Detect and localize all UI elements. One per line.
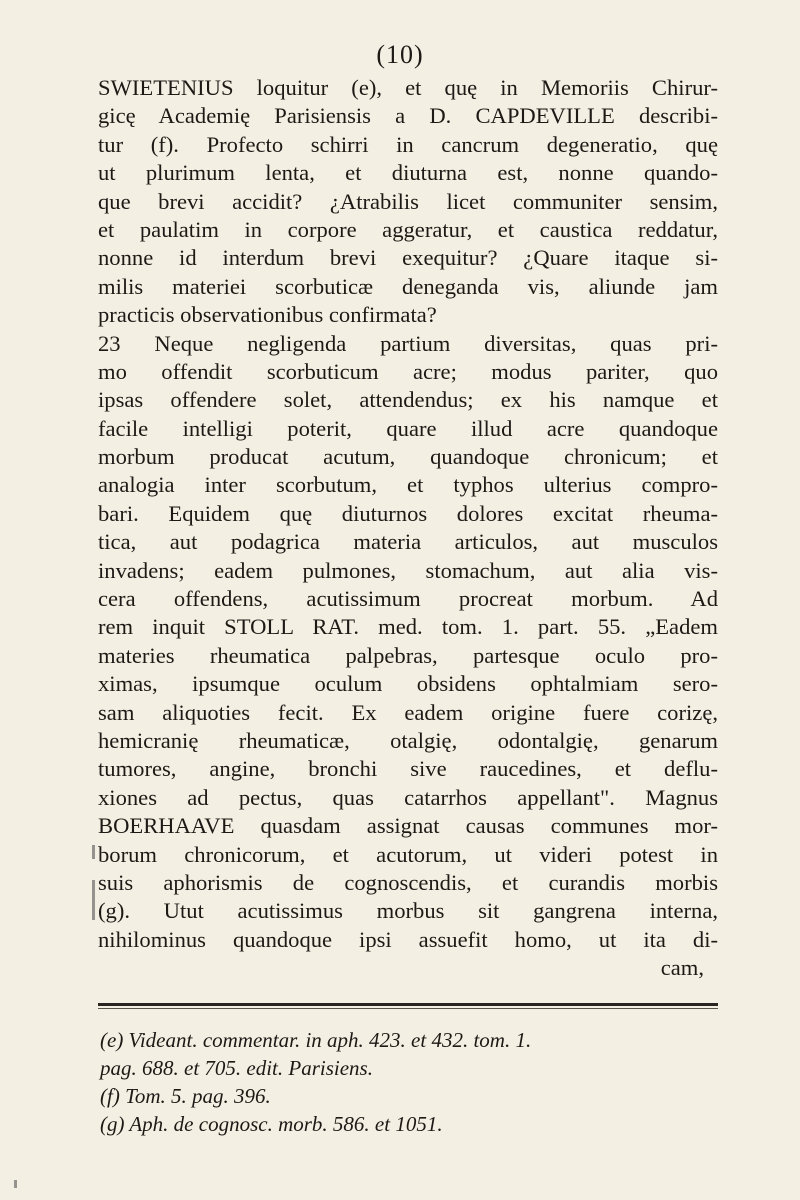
text-line: (g). Utut acutissimus morbus sit gangrena interna,	[98, 898, 718, 924]
text-line: nihilominus quandoque ipsi assuefit homo, ut ita di-	[98, 926, 718, 952]
text-line: tica, aut podagrica materia articulos, aut musculos	[98, 529, 718, 555]
text-line: invadens; eadem pulmones, stomachum, aut alia vis-	[98, 557, 718, 583]
text-line: morbum producat acutum, quandoque chronicum; et	[98, 444, 718, 470]
text-line: nonne id interdum brevi exequitur? ¿Quare itaque si-	[98, 245, 718, 271]
text-line: ut plurimum lenta, et diuturna est, nonne quando-	[98, 160, 718, 186]
text-line: cam,	[660, 955, 704, 981]
text-line: ipsas offendere solet, attendendus; ex his namque et	[98, 387, 718, 413]
text-line: suis aphorismis de cognoscendis, et curandis morbis	[98, 869, 718, 895]
footnote-divider	[98, 1003, 718, 1006]
text-line: sam aliquoties fecit. Ex eadem origine fuere corizę,	[98, 699, 718, 725]
text-line: mo offendit scorbuticum acre; modus pariter, quo	[98, 358, 718, 384]
margin-mark	[14, 1180, 17, 1188]
text-line: practicis observationibus confirmata?	[98, 302, 437, 328]
text-line: hemicranię rheumaticæ, otalgię, odontalgię, genarum	[98, 727, 718, 753]
text-line: SWIETENIUS loquitur (e), et quę in Memoriis Chirur-	[98, 75, 718, 100]
footnote: pag. 688. et 705. edit. Parisiens.	[100, 1056, 373, 1080]
text-line: analogia inter scorbutum, et typhos ulterius compro-	[98, 472, 718, 498]
page-number: (10)	[376, 40, 424, 69]
text-line: et paulatim in corpore aggeratur, et caustica reddatur,	[98, 216, 718, 242]
text-line: 23 Neque negligenda partium diversitas, quas pri-	[98, 330, 718, 356]
text-line: que brevi accidit? ¿Atrabilis licet communiter sensim,	[98, 188, 718, 214]
footnotes	[100, 1026, 720, 1138]
text-line: facile intelligi poterit, quare illud acre quandoque	[98, 415, 718, 441]
footnote-divider-thin	[98, 1008, 718, 1009]
text-line: ximas, ipsumque oculum obsidens ophtalmiam sero-	[98, 671, 718, 697]
text-line: tur (f). Profecto schirri in cancrum degeneratio, quę	[98, 131, 718, 157]
margin-mark	[92, 845, 95, 859]
text-line: rem inquit STOLL RAT. med. tom. 1. part. 55. „Eadem	[98, 614, 718, 640]
footnote: (e) Videant. commentar. in aph. 423. et 432. tom. 1.	[100, 1028, 532, 1052]
footnote: (g) Aph. de cognosc. morb. 586. et 1051.	[100, 1112, 443, 1136]
text-line: milis materiei scorbuticæ deneganda vis, aliunde jam	[98, 273, 718, 299]
text-line: bari. Equidem quę diuturnos dolores excitat rheuma-	[98, 500, 718, 526]
text-line: cera offendens, acutissimum procreat morbum. Ad	[98, 586, 718, 612]
main-text	[98, 74, 718, 983]
text-line: xiones ad pectus, quas catarrhos appellant". Magnus	[98, 784, 718, 810]
text-line: borum chronicorum, et acutorum, ut videri potest in	[98, 841, 718, 867]
text-line: BOERHAAVE quasdam assignat causas communes mor-	[98, 813, 718, 839]
text-line: gicę Academię Parisiensis a D. CAPDEVILLE describi-	[98, 103, 718, 129]
footnote: (f) Tom. 5. pag. 396.	[100, 1084, 271, 1108]
margin-mark	[92, 880, 95, 920]
text-line: materies rheumatica palpebras, partesque oculo pro-	[98, 642, 718, 668]
text-line: tumores, angine, bronchi sive raucedines, et deflu-	[98, 756, 718, 782]
